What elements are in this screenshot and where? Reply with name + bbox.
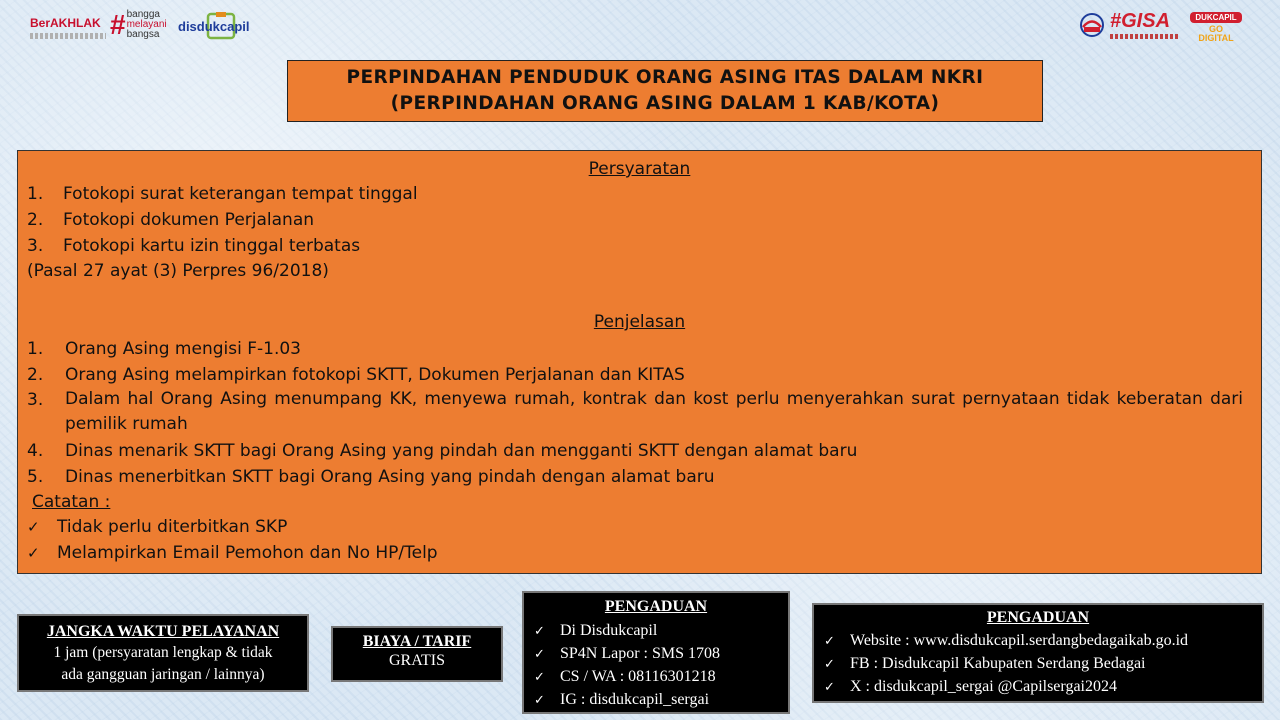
persyaratan-item: 3. Fotokopi kartu izin tinggal terbatas [27, 236, 361, 256]
complaint-item: ✓ Website : www.disdukcapil.serdangbedagaikab.go.id [824, 632, 1189, 649]
penjelasan-item: 2. Orang Asing melampirkan fotokopi SKTT, Dokumen Perjalanan dan KITAS [27, 365, 685, 385]
catatan-heading: Catatan : [32, 492, 111, 512]
dukcapil-go-digital-logo: DUKCAPIL GO DIGITAL [1190, 12, 1242, 43]
persyaratan-item: 1. Fotokopi surat keterangan tempat tinggal [27, 184, 418, 204]
service-time-heading: JANGKA WAKTU PELAYANAN [46, 623, 280, 640]
complaint-item: ✓ SP4N Lapor : SMS 1708 [534, 645, 721, 662]
dukcapil-prima-icon [1078, 12, 1106, 38]
catatan-item: ✓ Tidak perlu diterbitkan SKP [27, 517, 288, 537]
page-title [287, 60, 1043, 122]
complaint-item: ✓ X : disdukcapil_sergai @Capilsergai2024 [824, 678, 1117, 695]
penjelasan-item: 5. Dinas menerbitkan SKTT bagi Orang Asing yang pindah dengan alamat baru [27, 467, 715, 487]
requirements-panel [17, 150, 1262, 574]
check-icon: ✓ [534, 623, 545, 638]
persyaratan-heading: Persyaratan [588, 159, 691, 179]
check-icon: ✓ [27, 544, 40, 562]
complaint-box-online [812, 603, 1264, 703]
complaint-item: ✓ IG : disdukcapil_sergai [534, 691, 710, 708]
penjelasan-heading: Penjelasan [593, 312, 686, 332]
complaint-heading: PENGADUAN [604, 598, 708, 615]
disdukcapil-wordmark: disdukcapil [178, 19, 250, 34]
berakhlak-logo: BerAKHLAK [30, 16, 106, 39]
check-icon: ✓ [534, 669, 545, 684]
check-icon: ✓ [534, 646, 545, 661]
complaint-item: ✓ CS / WA : 08116301218 [534, 668, 716, 685]
penjelasan-item: 1. Orang Asing mengisi F-1.03 [27, 339, 301, 359]
penjelasan-item: 4. Dinas menarik SKTT bagi Orang Asing yang pindah dan mengganti SKTT dengan alamat baru [27, 441, 858, 461]
penjelasan-item: Dalam hal Orang Asing menumpang KK, menyewa rumah, kontrak dan kost perlu menyerahkan surat pernyataan tidak keberatan dari pemilik rumah [65, 389, 1243, 434]
check-icon: ✓ [824, 656, 835, 671]
service-time-text: 1 jam (persyaratan lengkap & tidak ada gangguan jaringan / lainnya) [53, 644, 273, 683]
check-icon: ✓ [824, 633, 835, 648]
legal-basis-note: (Pasal 27 ayat (3) Perpres 96/2018) [27, 261, 329, 281]
gisa-logo: #GISA [1110, 10, 1180, 39]
fee-value: GRATIS [388, 652, 445, 669]
check-icon: ✓ [27, 518, 40, 536]
bangga-melayani-bangsa-logo: # bangga melayani bangsa [110, 9, 167, 40]
title-line-2: (PERPINDAHAN ORANG ASING DALAM 1 KAB/KOTA) [390, 93, 940, 114]
complaint-heading: PENGADUAN [986, 609, 1090, 626]
catatan-item: ✓ Melampirkan Email Pemohon dan No HP/Telp [27, 543, 438, 563]
fee-heading: BIAYA / TARIF [362, 633, 472, 650]
check-icon: ✓ [824, 679, 835, 694]
title-line-1: PERPINDAHAN PENDUDUK ORANG ASING ITAS DALAM NKRI [346, 67, 984, 88]
persyaratan-item: 2. Fotokopi dokumen Perjalanan [27, 210, 315, 230]
complaint-item: ✓ FB : Disdukcapil Kabupaten Serdang Bedagai [824, 655, 1146, 672]
complaint-box-local [522, 591, 790, 714]
fee-box [331, 626, 503, 682]
service-time-box [17, 614, 309, 692]
check-icon: ✓ [534, 692, 545, 707]
penjelasan-item-number: 3. [27, 390, 44, 410]
complaint-item: ✓ Di Disdukcapil [534, 622, 658, 639]
